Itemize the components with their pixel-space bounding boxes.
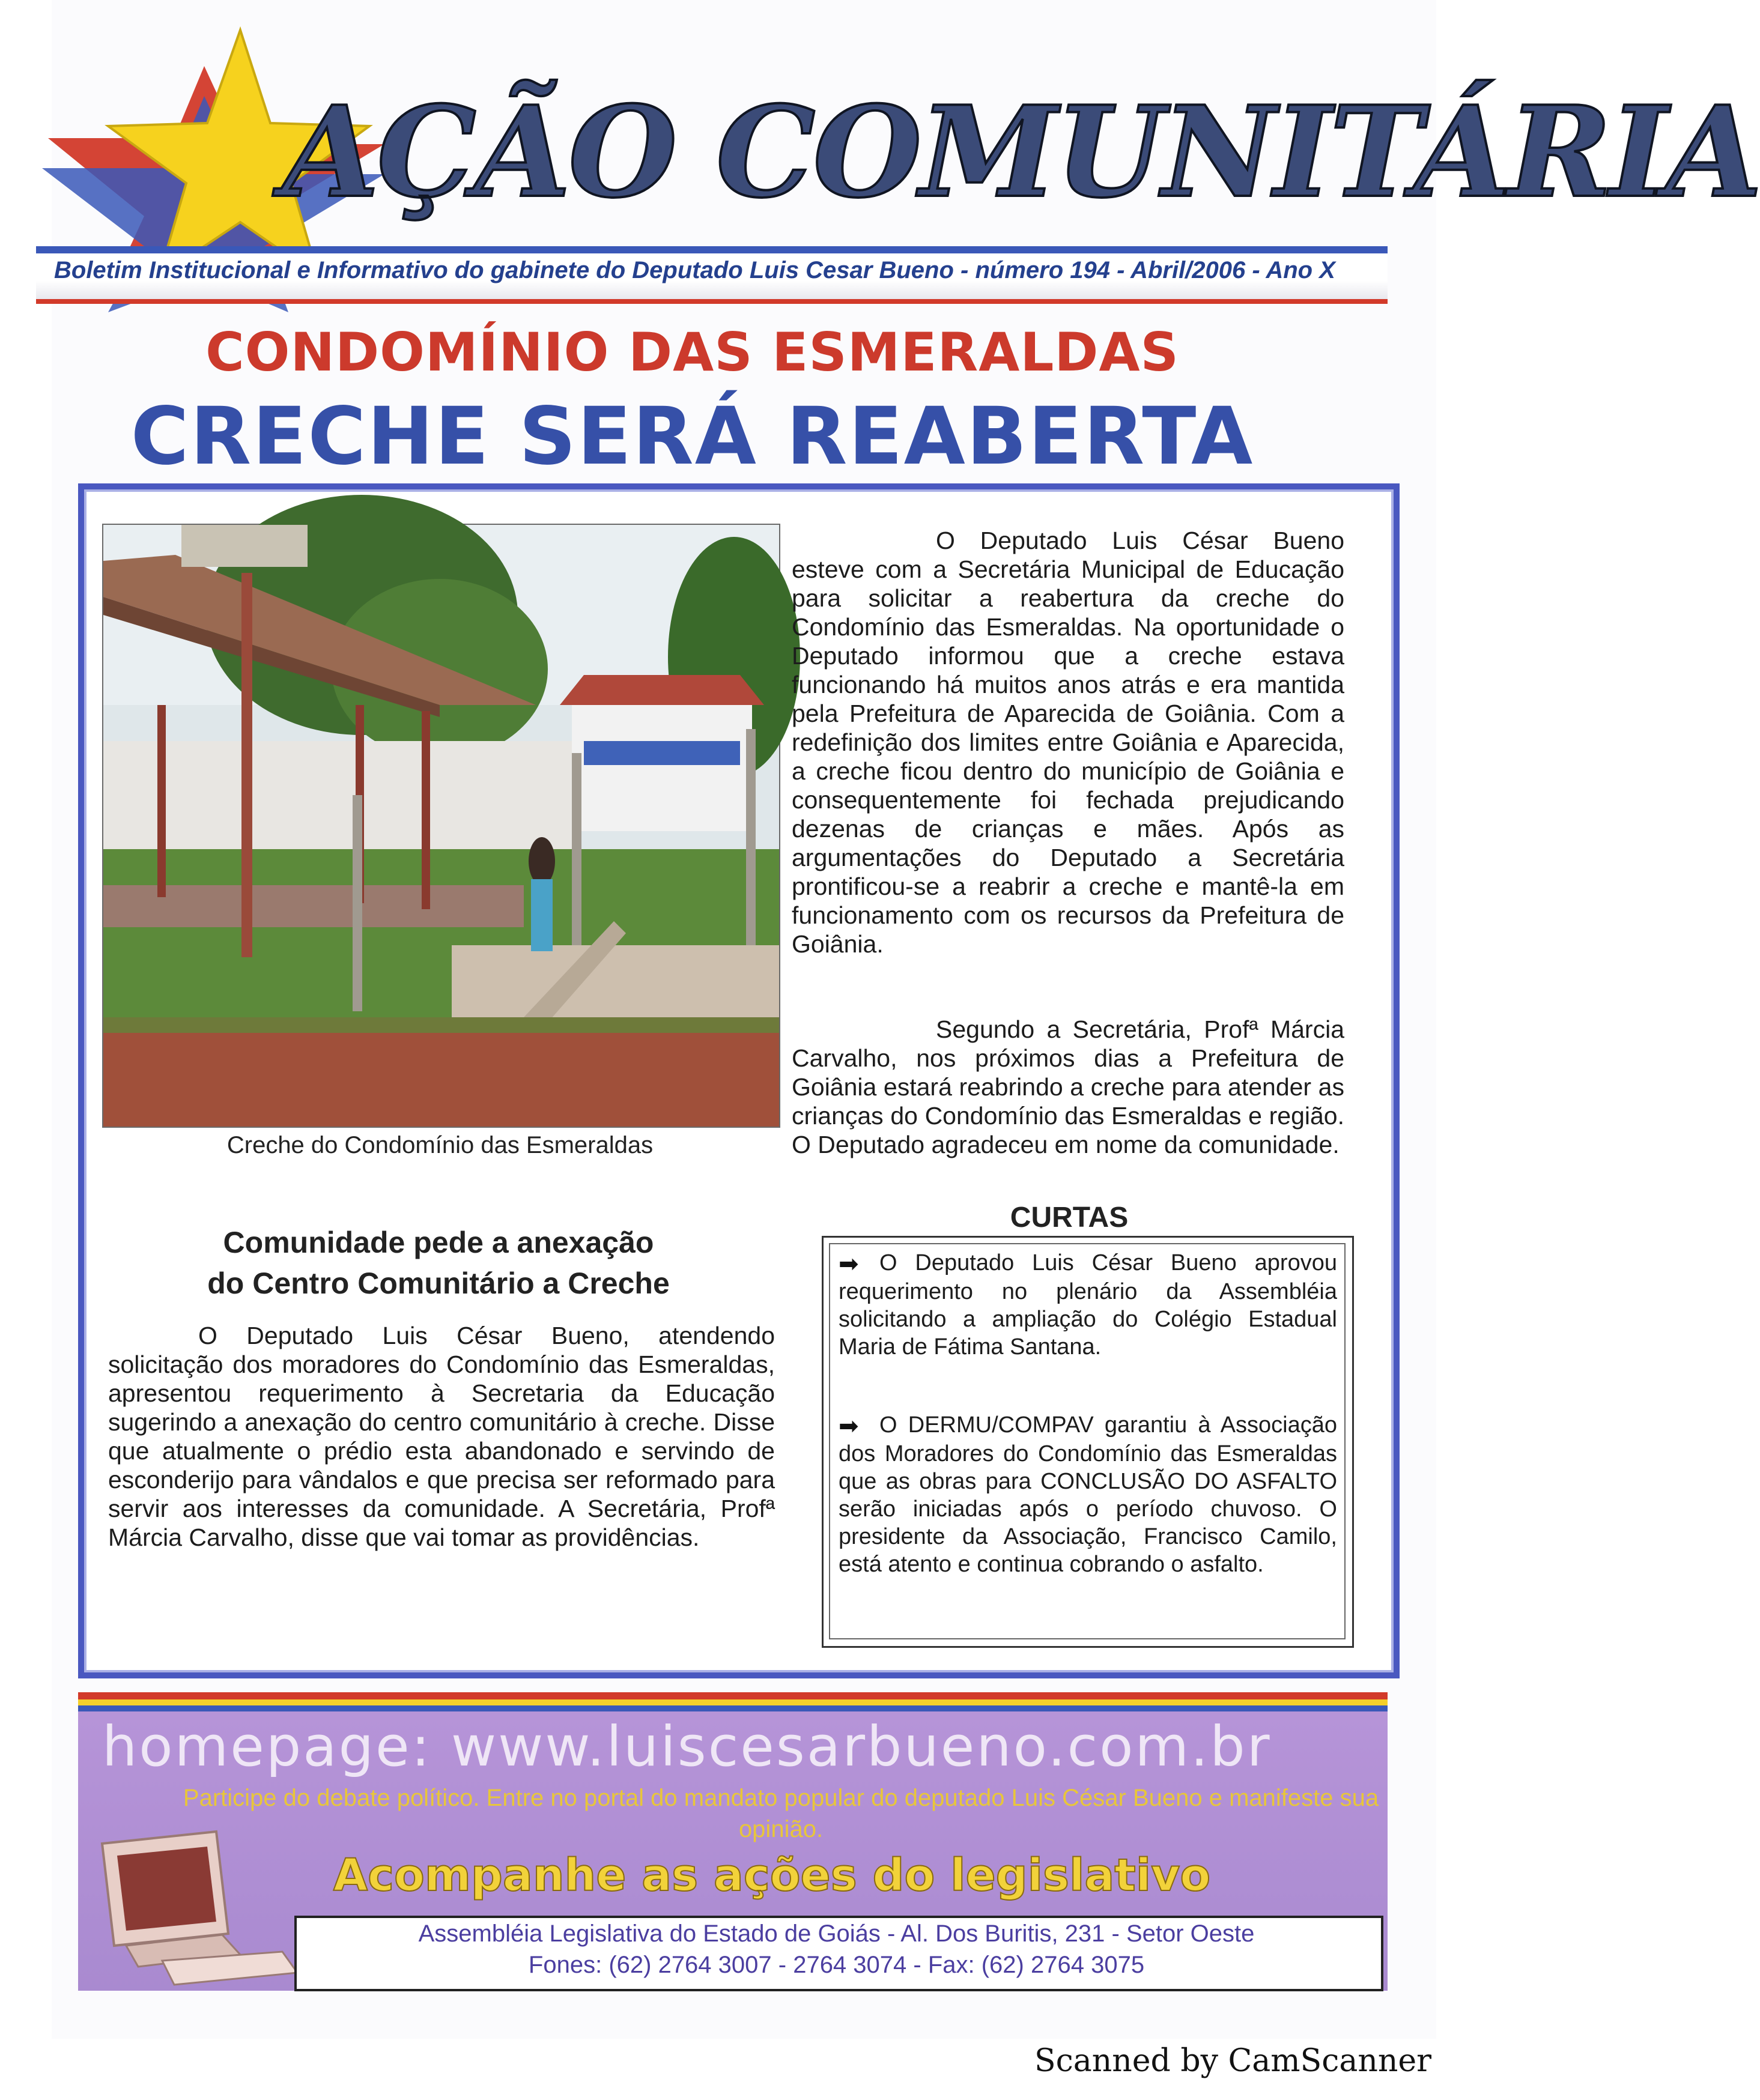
scanned-by-watermark: Scanned by CamScanner	[1034, 2043, 1431, 2079]
curta-item-2	[839, 1411, 1337, 1578]
curta-item-1-text: O Deputado Luis César Bueno aprovou requerimento no plenário da Assembléia solicitando a ampliação do Colégio Estadual Maria de Fátima Santana.	[839, 1250, 1337, 1360]
masthead-strip	[36, 246, 1388, 304]
second-article-title	[108, 1222, 769, 1304]
main-article-paragraph-2: Segundo a Secretária, Profª Márcia Carvalho, nos próximos dias a Prefeitura de Goiânia estará reabrindo a creche para atender as crianças do Condomínio das Esmeraldas e região. O Deputado agradeceu em nome da comunidade.	[792, 1015, 1344, 1158]
banner-slogan: Acompanhe as ações do legislativo	[333, 1850, 1211, 1901]
banner-stripe-yellow	[78, 1699, 1388, 1705]
curtas-title: CURTAS	[1010, 1202, 1129, 1233]
computer-icon	[90, 1832, 300, 1988]
headline-kicker: CONDOMÍNIO DAS ESMERALDAS	[205, 321, 1179, 383]
curta-item-2-text: O DERMU/COMPAV garantiu à Associação dos Moradores do Condomínio das Esmeraldas que as obras para CONCLUSÃO DO ASFALTO serão iniciadas após o período chuvoso. O presidente da Associação, Francisco Camilo, está atento e continua cobrando o asfalto.	[839, 1412, 1337, 1577]
participe-text: Participe do debate político. Entre no portal do mandato popular do deputado Luis César Bueno e manifeste sua opinião.	[183, 1785, 1379, 1842]
creche-photo	[102, 524, 780, 1128]
second-article-title-line-1: Comunidade pede a anexação	[223, 1226, 654, 1259]
headline-title: CRECHE SERÁ REABERTA	[130, 390, 1254, 483]
banner-stripe-blue	[78, 1705, 1388, 1711]
main-article-paragraph-1: O Deputado Luis César Bueno esteve com a Secretária Municipal de Educação para solicitar a reabertura da creche do Condomínio das Esmeraldas. Na oportunidade o Deputado informou que a creche estava funcionando há muitos anos atrás e era mantida pela Prefeitura de Aparecida de Goiânia. Com a redefinição dos limites entre Goiânia e Aparecida, a creche ficou dentro do município de Goiânia e consequentemente foi fechada prejudicando dezenas de crianças e mães. Após as argumentações do Deputado a Secretária prontificou-se a reabrir a creche e mantê-la em funcionamento com os recursos da Prefeitura de Goiânia.	[792, 527, 1344, 958]
second-article-title-line-2: do Centro Comunitário a Creche	[207, 1266, 670, 1300]
banner-stripe-red	[78, 1692, 1388, 1699]
second-article-body: O Deputado Luis César Bueno, atendendo solicitação dos moradores do Condomínio das Esmeraldas, apresentou requerimento à Secretaria da Educação sugerindo a anexação do centro comunitário à creche. Disse que atualmente o prédio esta abandonado e servindo de esconderijo para vândalos e que precisa ser reformado para servir aos interesses da comunidade. A Secretária, Profª Márcia Carvalho, disse que vai tomar as providências.	[108, 1322, 775, 1551]
address-line: Assembléia Legislativa do Estado de Goiás - Al. Dos Buritis, 231 - Setor Oeste	[418, 1920, 1255, 1947]
masthead-subtitle: Boletim Institucional e Informativo do gabinete do Deputado Luis Cesar Bueno - número 194 - Abril/2006 - Ano X	[54, 257, 1335, 283]
curta-item-1	[839, 1249, 1337, 1361]
second-article-body-wrap	[108, 1321, 775, 1552]
arrow-right-icon: ➡	[839, 1250, 859, 1277]
masthead-title: AÇÃO COMUNITÁRIA	[282, 79, 1760, 226]
arrow-right-icon: ➡	[839, 1412, 859, 1439]
photo-caption: Creche do Condomínio das Esmeraldas	[226, 1132, 654, 1158]
phones-line: Fones: (62) 2764 3007 - 2764 3074 - Fax: (62) 2764 3075	[528, 1952, 1145, 1978]
homepage-link[interactable]: homepage: www.luiscesarbueno.com.br	[102, 1714, 1272, 1779]
